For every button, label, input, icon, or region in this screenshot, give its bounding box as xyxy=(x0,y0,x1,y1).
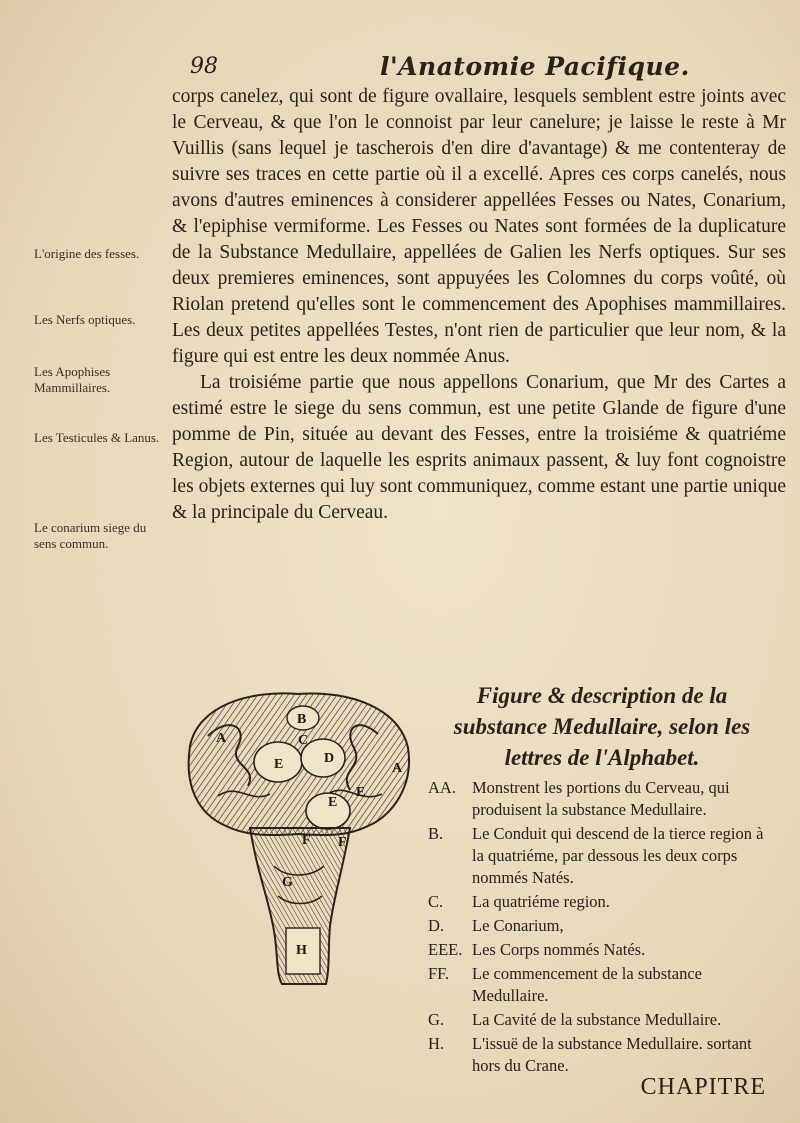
figure-letter: G xyxy=(282,875,293,890)
legend-item xyxy=(428,891,776,913)
brain-engraving xyxy=(178,686,418,986)
margin-note: Les Nerfs optiques. xyxy=(34,312,136,327)
legend-text: Les Corps nommés Natés. xyxy=(472,940,646,959)
brain-illustration xyxy=(178,686,418,986)
legend-key: B. xyxy=(428,824,444,843)
legend-key: C. xyxy=(428,892,444,911)
caption-title: Figure & description de la substance Medullaire, selon les lettres de l'Alphabet. xyxy=(453,683,751,770)
legend-item xyxy=(428,915,776,937)
figure-legend xyxy=(428,777,776,1077)
legend-item xyxy=(428,939,776,961)
margin-note: L'origine des fesses. xyxy=(34,246,140,261)
margin-note: Les Testicules & Lanus. xyxy=(34,430,160,445)
figure-letter: F xyxy=(338,835,347,850)
legend-key: EEE. xyxy=(428,940,463,959)
body-paragraph: corps canelez, qui sont de figure ovallaire, lesquels semblent estre joints avec le Cerveau, & que l'on le connoist par leur canelure; je laisse le reste à Mr Vuillis (sans lequel je tascherois d'en dire d'avantage) & me contenteray de suivre ses traces en cette partie où il a excellé. Apres ces corps canelés, nous avons d'autres eminences à considerer appellées Fesses ou Nates, Conarium, & l'epiphise vermiforme. Les Fesses ou Nates sont formées de la duplicature de la Substance Medullaire, appellées de Galien les Nerfs optiques. Sur ses deux premieres eminences, sont appuyées les Colomnes du corps voûté, où Riolan pretend qu'elles sont le commencement des Apophises mammillaires. Les deux petites appellées Testes, n'ont rien de particulier que leur nom, & la figure qui est entre les deux nommée Anus. xyxy=(172,86,786,367)
body-paragraph: La troisiéme partie que nous appellons Conarium, que Mr des Cartes a estimé estre le siege du sens commun, est une petite Glande de figure d'une pomme de Pin, située au devant des Fesses, entre la troisiéme & quatriéme Region, autour de laquelle les esprits animaux passent, & luy font cognoistre les objets externes qui luy sont communiquez, comme estant une partie unique & la principale du Cerveau. xyxy=(172,372,786,523)
legend-key: AA. xyxy=(428,778,456,797)
legend-item xyxy=(428,1009,776,1031)
legend-text: Le Conduit qui descend de la tierce region à la quatriéme, par dessous les deux corps nommés Natés. xyxy=(472,824,764,887)
legend-text: L'issuë de la substance Medullaire. sortant hors du Crane. xyxy=(472,1034,752,1075)
page-header xyxy=(190,52,770,86)
legend-item xyxy=(428,963,776,1007)
legend-text: La quatriéme region. xyxy=(472,892,610,911)
page-number: 98 xyxy=(190,54,218,79)
running-title: l'Anatomie Pacifique. xyxy=(380,52,690,81)
figure-caption xyxy=(428,680,776,1079)
figure-letter: E xyxy=(274,757,284,772)
figure-letter: F xyxy=(302,833,311,848)
legend-text: La Cavité de la substance Medullaire. xyxy=(472,1010,722,1029)
figure-letter: A xyxy=(216,731,227,746)
figure-letter: D xyxy=(324,751,335,766)
legend-item xyxy=(428,823,776,889)
legend-item xyxy=(428,777,776,821)
figure-letter: B xyxy=(297,712,307,727)
catchword: CHAPITRE xyxy=(640,1074,766,1100)
legend-key: G. xyxy=(428,1010,445,1029)
legend-text: Monstrent les portions du Cerveau, qui produisent la substance Medullaire. xyxy=(472,778,730,819)
legend-key: D. xyxy=(428,916,445,935)
figure-letter: A xyxy=(392,761,403,776)
main-text xyxy=(172,84,786,526)
legend-key: H. xyxy=(428,1034,445,1053)
legend-text: Le Conarium, xyxy=(472,916,564,935)
legend-item xyxy=(428,1033,776,1077)
legend-text: Le commencement de la substance Medullaire. xyxy=(472,964,702,1005)
figure-letter: E xyxy=(356,785,366,800)
figure-letter: H xyxy=(296,943,307,958)
margin-note: Le conarium siege du sens commun. xyxy=(34,520,147,551)
legend-key: FF. xyxy=(428,964,450,983)
figure-letter: C xyxy=(298,733,309,748)
figure-letter: E xyxy=(328,795,338,810)
margin-note: Les Apophises Mammillaires. xyxy=(34,364,111,395)
